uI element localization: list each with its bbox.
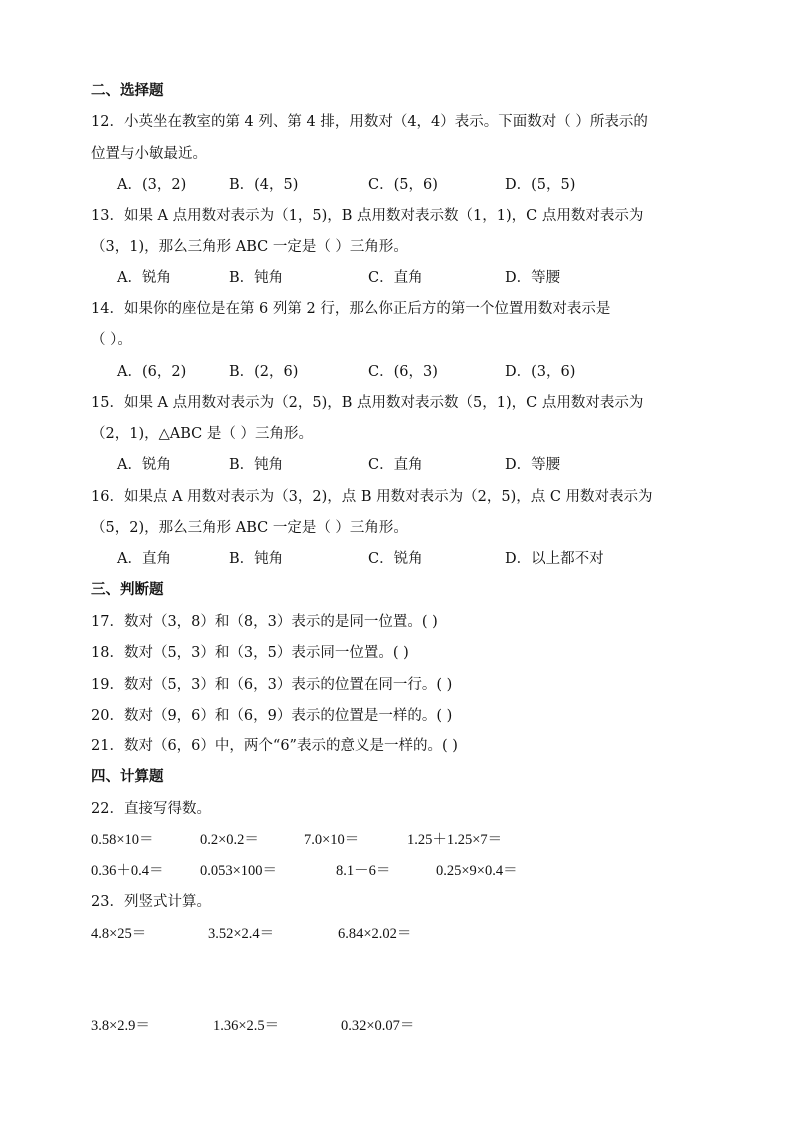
q22-expression: 0.36＋0.4＝ [91,863,164,879]
q15-option-c: C．直角 [368,457,423,473]
q12-option-b: B．(4，5) [229,177,299,193]
q23-expression: 3.8×2.9＝ [91,1018,150,1034]
q15-option-a: A．锐角 [117,457,171,473]
question-16-line-2: （5，2)，那么三角形 ABC 一定是（ ）三角形。 [91,520,408,536]
q16-option-b: B．钝角 [229,551,284,567]
question-13-line-2: （3，1)，那么三角形 ABC 一定是（ ）三角形。 [91,239,408,255]
q23-expression: 1.36×2.5＝ [213,1018,280,1034]
question-21: 21．数对（6，6）中，两个“6”表示的意义是一样的。( ) [91,738,458,754]
q16-option-d: D．以上都不对 [505,551,604,567]
q12-option-d: D．(5，5) [505,177,576,193]
question-19: 19．数对（5，3）和（6，3）表示的位置在同一行。( ) [91,677,453,693]
question-14-line-1: 14．如果你的座位是在第 6 列第 2 行，那么你正后方的第一个位置用数对表示是 [91,301,611,317]
q22-expression: 0.2×0.2＝ [200,832,259,848]
q13-option-c: C．直角 [368,270,423,286]
q12-option-a: A．(3，2) [117,177,187,193]
question-17: 17．数对（3，8）和（8，3）表示的是同一位置。( ) [91,614,438,630]
question-16-line-1: 16．如果点 A 用数对表示为（3，2)，点 B 用数对表示为（2，5)，点 C 用数对表示为 [91,489,653,505]
q13-option-d: D．等腰 [505,270,561,286]
q22-expression: 0.25×9×0.4＝ [436,863,518,879]
q14-option-d: D．(3，6) [505,364,576,380]
q22-expression: 8.1－6＝ [336,863,391,879]
section-heading-choice: 二、选择题 [91,82,164,99]
question-20: 20．数对（9，6）和（6，9）表示的位置是一样的。( ) [91,708,453,724]
section-heading-judge: 三、判断题 [91,581,164,598]
q14-option-b: B．(2，6) [229,364,299,380]
question-18: 18．数对（5，3）和（3，5）表示同一位置。( ) [91,645,409,661]
question-12-line-2: 位置与小敏最近。 [91,146,207,162]
section-heading-calc: 四、计算题 [91,768,164,785]
question-23-title: 23．列竖式计算。 [91,894,211,910]
question-22-title: 22．直接写得数。 [91,801,211,817]
q15-option-d: D．等腰 [505,457,561,473]
question-15-line-1: 15．如果 A 点用数对表示为（2，5)，B 点用数对表示数（5，1)，C 点用数对表示为 [91,395,644,411]
q16-option-a: A．直角 [117,551,171,567]
q15-option-b: B．钝角 [229,457,284,473]
q23-expression: 4.8×25＝ [91,926,147,942]
q22-expression: 0.053×100＝ [200,863,278,879]
q22-expression: 1.25＋1.25×7＝ [407,832,503,848]
question-12-line-1: 12．小英坐在教室的第 4 列、第 4 排，用数对（4，4）表示。下面数对（ ）所表示的 [91,114,648,130]
q14-option-c: C．(6，3) [368,364,438,380]
question-15-line-2: （2，1)，△ABC 是（ ）三角形。 [91,426,313,442]
q13-option-b: B．钝角 [229,270,284,286]
q13-option-a: A．锐角 [117,270,171,286]
q16-option-c: C．锐角 [368,551,423,567]
question-13-line-1: 13．如果 A 点用数对表示为（1，5)，B 点用数对表示数（1，1)，C 点用数对表示为 [91,208,644,224]
q23-expression: 6.84×2.02＝ [338,926,412,942]
q22-expression: 0.58×10＝ [91,832,154,848]
q14-option-a: A．(6，2) [117,364,187,380]
q12-option-c: C．(5，6) [368,177,438,193]
question-14-line-2: （ ）。 [91,332,132,348]
q22-expression: 7.0×10＝ [304,832,360,848]
q23-expression: 3.52×2.4＝ [208,926,275,942]
q23-expression: 0.32×0.07＝ [341,1018,415,1034]
